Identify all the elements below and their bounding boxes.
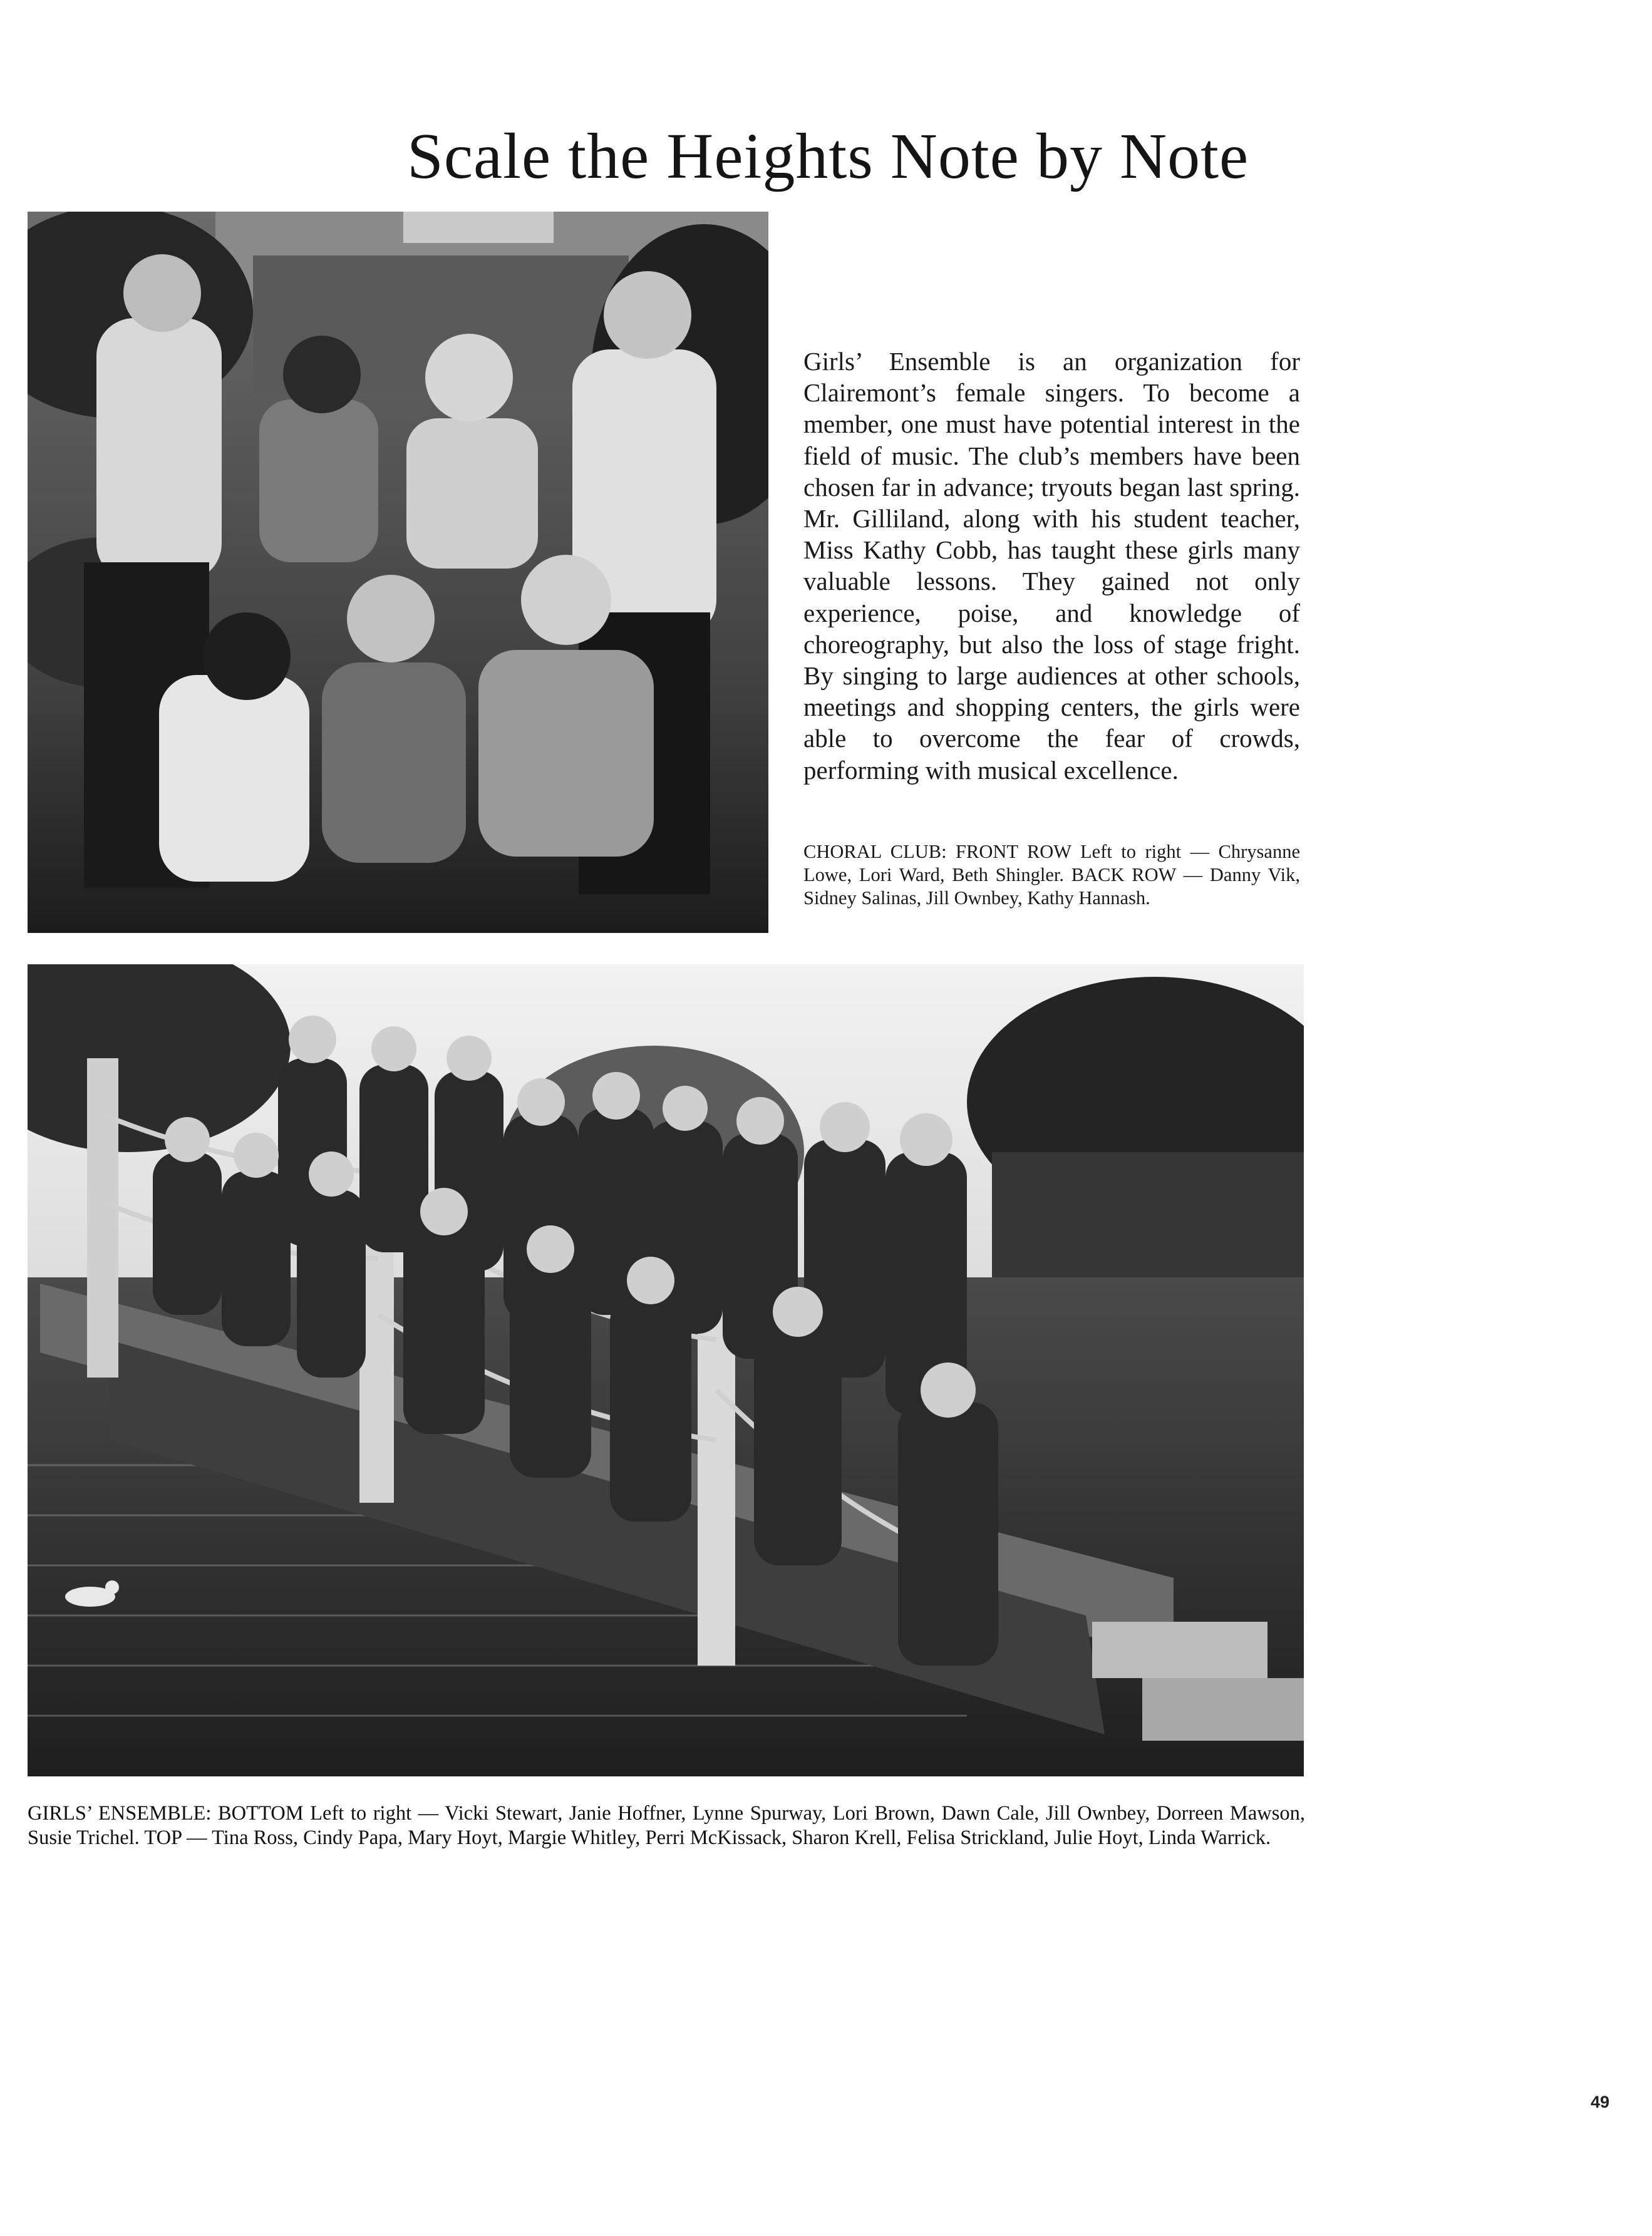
choral-club-caption: CHORAL CLUB: FRONT ROW Left to right — Chrysanne Lowe, Lori Ward, Beth Shingler. BACK ROW — Danny Vik, Sidney Salinas, Jill Ownbey, Kathy Hannash. — [803, 841, 1300, 909]
article-body: Girls’ Ensemble is an organization for Clairemont’s female singers. To become a member, one must have potential interest in the field of music. The club’s members have been chosen far in advance; tryouts began last spring. Mr. Gilliland, along with his student teacher, Miss Kathy Cobb, has taught these girls many valuable lessons. They gained not only experience, poise, and knowledge of choreography, but also the loss of stage fright. By singing to large audiences at other schools, meetings and shopping centers, the girls were able to overcome the fear of crowds, performing with musical excellence. — [803, 347, 1300, 785]
page-number: 49 — [1591, 2093, 1610, 2111]
girls-ensemble-caption: GIRLS’ ENSEMBLE: BOTTOM Left to right — Vicki Stewart, Janie Hoffner, Lynne Spurway, Lori Brown, Dawn Cale, Jill Ownbey, Dorreen Mawson, Susie Trichel. TOP — Tina Ross, Cindy Papa, Mary Hoyt, Margie Whitley, Perri McKissack, Sharon Krell, Felisa Strickland, Julie Hoyt, Linda Warrick. — [28, 1802, 1305, 1849]
page-title: Scale the Heights Note by Note — [407, 120, 1249, 192]
choral-club-photo-image — [28, 212, 768, 933]
girls-ensemble-photo-image — [28, 964, 1304, 1776]
choral-club-photo — [28, 212, 768, 933]
girls-ensemble-photo — [28, 964, 1304, 1776]
